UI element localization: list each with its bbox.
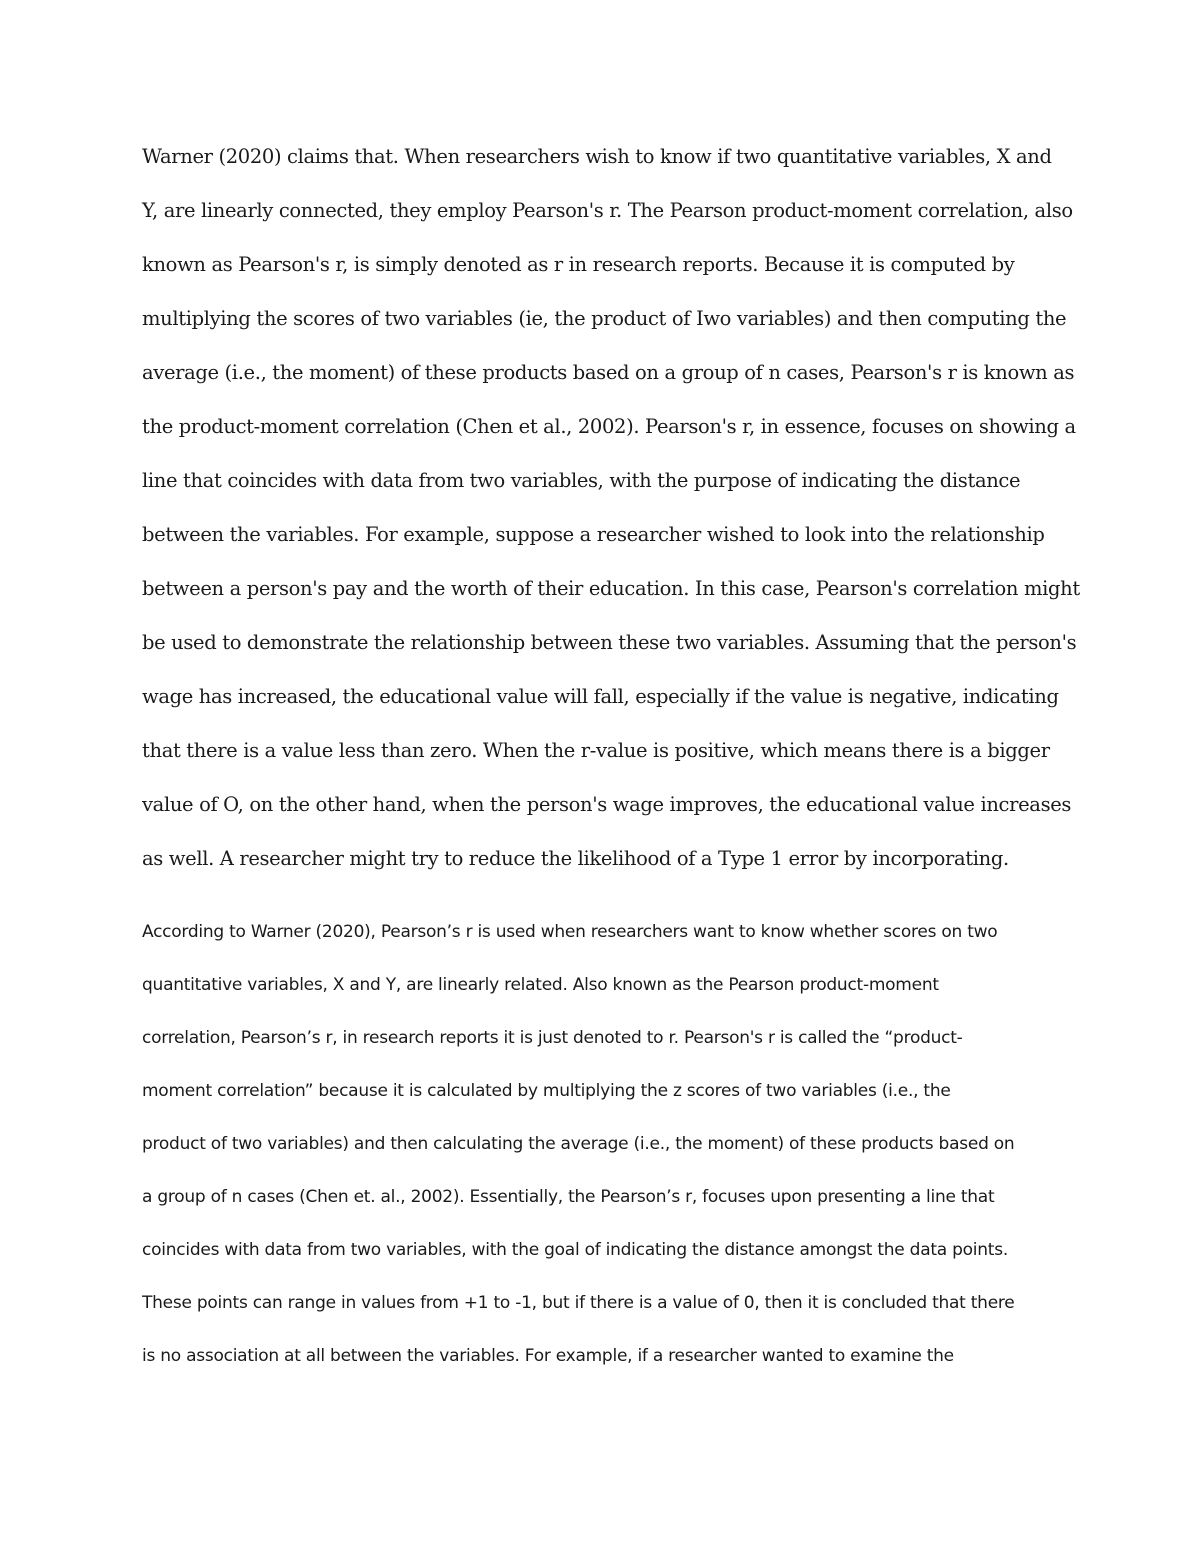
text-line: product of two variables) and then calculating the average (i.e., the moment) of these products based on [142, 1134, 1015, 1154]
text-line: According to Warner (2020), Pearson’s r is used when researchers want to know whether scores on two [142, 922, 998, 942]
text-line: correlation, Pearson’s r, in research reports it is just denoted to r. Pearson's r is called the “product- [142, 1028, 963, 1048]
text-line: average (i.e., the moment) of these products based on a group of n cases, Pearson's r is known as [142, 361, 1075, 384]
text-line: Y, are linearly connected, they employ Pearson's r. The Pearson product-moment correlation, also [142, 199, 1073, 222]
text-line: known as Pearson's r, is simply denoted as r in research reports. Because it is computed by [142, 253, 1015, 276]
text-line: value of O, on the other hand, when the person's wage improves, the educational value increases [142, 793, 1072, 816]
text-line: a group of n cases (Chen et. al., 2002). Essentially, the Pearson’s r, focuses upon presenting a line that [142, 1187, 995, 1207]
text-line: be used to demonstrate the relationship between these two variables. Assuming that the person's [142, 631, 1077, 654]
text-line: line that coincides with data from two variables, with the purpose of indicating the distance [142, 469, 1021, 492]
text-line: as well. A researcher might try to reduce the likelihood of a Type 1 error by incorporating. [142, 847, 1009, 870]
text-line: is no association at all between the variables. For example, if a researcher wanted to examine the [142, 1346, 954, 1366]
text-line: wage has increased, the educational value will fall, especially if the value is negative, indicating [142, 685, 1059, 708]
text-line: moment correlation” because it is calculated by multiplying the z scores of two variables (i.e., the [142, 1081, 951, 1101]
text-line: between the variables. For example, suppose a researcher wished to look into the relationship [142, 523, 1045, 546]
text-line: between a person's pay and the worth of their education. In this case, Pearson's correlation might [142, 577, 1080, 600]
text-line: quantitative variables, X and Y, are linearly related. Also known as the Pearson product-moment [142, 975, 939, 995]
text-line: These points can range in values from +1 to -1, but if there is a value of 0, then it is concluded that there [142, 1293, 1015, 1313]
text-line: multiplying the scores of two variables (ie, the product of Iwo variables) and then computing the [142, 307, 1067, 330]
text-line: the product-moment correlation (Chen et al., 2002). Pearson's r, in essence, focuses on showing a [142, 415, 1076, 438]
text-line: Warner (2020) claims that. When researchers wish to know if two quantitative variables, X and [142, 145, 1052, 168]
text-line: that there is a value less than zero. When the r-value is positive, which means there is a bigger [142, 739, 1050, 762]
text-line: coincides with data from two variables, with the goal of indicating the distance amongst the data points. [142, 1240, 1008, 1260]
